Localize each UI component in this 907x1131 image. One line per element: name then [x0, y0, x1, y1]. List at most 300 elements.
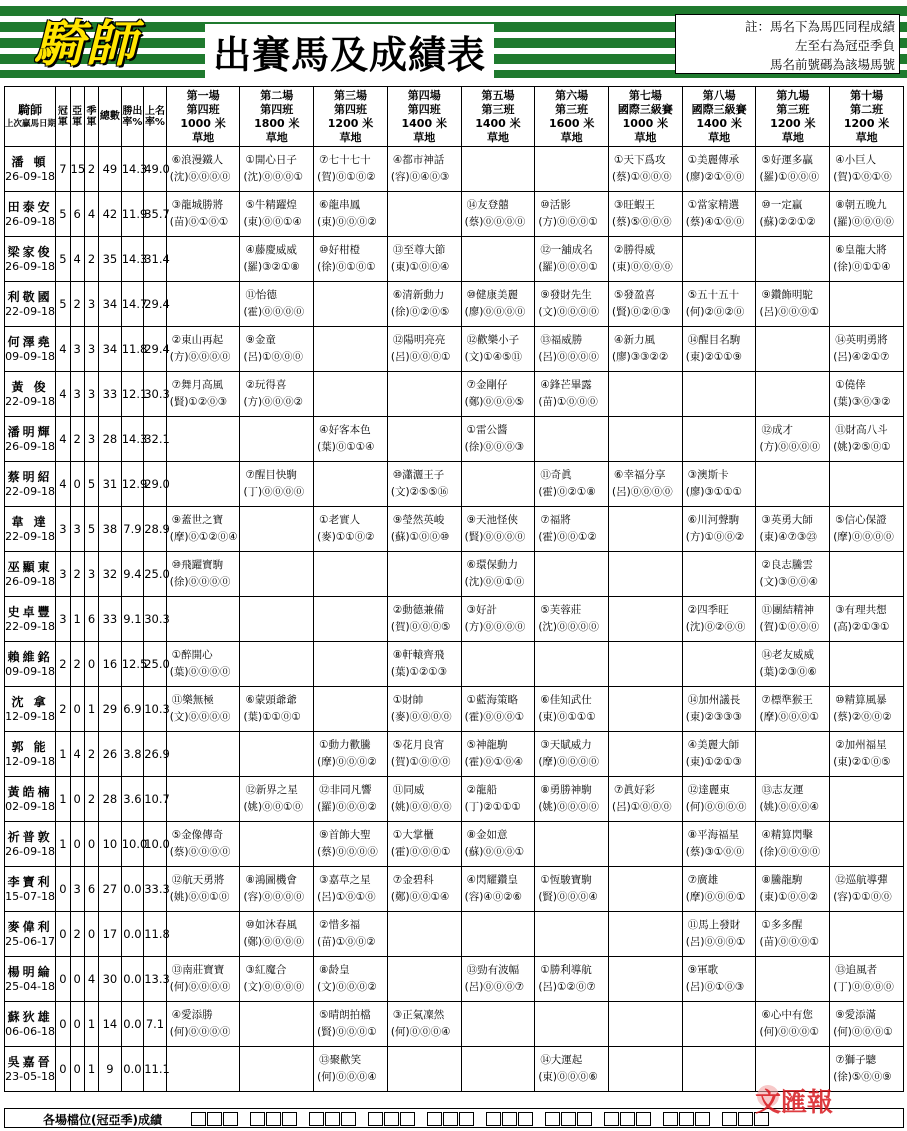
- horse-record: (文)⓪⓪⓪⓪: [169, 711, 231, 723]
- horse-record: (徐)⓪①①④: [833, 261, 891, 273]
- col-lastwin-label: 上次贏馬日期: [5, 118, 57, 129]
- horse-name: ⑨金童: [245, 334, 276, 346]
- horse-name: ⑫歡樂小子: [466, 334, 520, 346]
- horse-name: ⑬勁有波幅: [466, 964, 520, 976]
- ride-cell: [830, 777, 904, 822]
- jockey-cell: [5, 1002, 56, 1047]
- stat-wr: 14.7: [121, 282, 144, 327]
- stat-s: 2: [84, 237, 98, 282]
- jockey-cell: [5, 417, 56, 462]
- ride-cell: [756, 462, 830, 507]
- horse-name: ⑭英明勇將: [835, 334, 888, 346]
- ride-cell: [830, 282, 904, 327]
- horse-name: ⑩活影: [540, 199, 571, 211]
- horse-name: ②東山再起: [171, 334, 224, 346]
- horse-name: ⑤芙蓉莊: [540, 604, 582, 616]
- ride-cell: [609, 192, 683, 237]
- horse-name: ⑤五十五十: [687, 289, 740, 301]
- ride-cell: [166, 507, 240, 552]
- horse-record: (方)⓪⓪⓪⓪: [169, 351, 231, 363]
- race-track: 草地: [265, 130, 288, 144]
- ride-cell: [756, 642, 830, 687]
- ride-cell: [166, 642, 240, 687]
- note-line: 馬名前號碼為該場馬號: [769, 57, 895, 72]
- ride-cell: [461, 642, 535, 687]
- race-class: 國際三級賽: [691, 102, 747, 116]
- horse-record: (霍)⓪②①⑧: [538, 486, 596, 498]
- jockey-cell: [5, 462, 56, 507]
- stat-pr: 31.4: [144, 237, 167, 282]
- ride-cell: [609, 687, 683, 732]
- horse-name: ⑪奇眞: [540, 469, 572, 481]
- horse-record: (賀)①⓪①⓪: [833, 171, 892, 183]
- horse-name: ①勝利導航: [540, 964, 592, 976]
- ride-cell: [240, 597, 314, 642]
- ride-cell: [240, 867, 314, 912]
- ride-cell: [535, 642, 609, 687]
- horse-record: (徐)⓪⓪⓪③: [464, 441, 525, 453]
- race-header: [830, 87, 904, 147]
- stat-p: 0: [70, 687, 84, 732]
- ride-cell: [535, 327, 609, 372]
- horse-record: (東)②③③③: [685, 711, 743, 723]
- stat-s: 3: [84, 552, 98, 597]
- ride-cell: [240, 372, 314, 417]
- stat-total: 31: [99, 462, 122, 507]
- jockey-name: 潘 頓: [11, 155, 49, 169]
- stat-total: 29: [99, 687, 122, 732]
- race-header: [461, 87, 535, 147]
- ride-cell: [387, 327, 461, 372]
- horse-name: ⑧鴻圖機會: [245, 874, 297, 886]
- race-dist: 1400 米: [401, 116, 447, 130]
- race-header: [166, 87, 240, 147]
- horse-record: (蘇)②②①②: [759, 216, 816, 228]
- stat-wr: 7.9: [121, 507, 144, 552]
- horse-record: (姚)⓪⓪⓪④: [759, 801, 820, 813]
- horse-record: (徐)⓪⓪⓪⓪: [169, 576, 231, 588]
- stat-total: 34: [99, 282, 122, 327]
- ride-cell: [387, 777, 461, 822]
- last-win-date: 22-09-18: [5, 305, 56, 318]
- horse-record: (方)⓪⓪⓪②: [243, 396, 304, 408]
- horse-record: (羅)⓪⓪⓪②: [317, 801, 377, 813]
- stat-w: 3: [56, 597, 70, 642]
- horse-record: (何)⓪⓪⓪④: [390, 1026, 451, 1038]
- stat-wr: 3.8: [121, 732, 144, 777]
- horse-name: ③正氣凜然: [392, 1009, 445, 1021]
- stat-total: 42: [99, 192, 122, 237]
- race-class: 第四班: [186, 102, 220, 116]
- ride-cell: [682, 417, 756, 462]
- stat-p: 1: [70, 597, 84, 642]
- ride-cell: [387, 282, 461, 327]
- jockey-name: 麥偉利: [7, 920, 53, 934]
- ride-cell: [166, 327, 240, 372]
- ride-cell: [609, 957, 683, 1002]
- table-row: [5, 687, 904, 732]
- horse-record: (苗)⓪①⓪①: [169, 216, 229, 228]
- stat-wr: 12.1: [121, 372, 144, 417]
- horse-record: (東)⓪⓪⓪②: [317, 216, 377, 228]
- draw-box: [738, 1112, 753, 1126]
- stat-total: 26: [99, 732, 122, 777]
- horse-record: (苗)①⓪⓪⓪: [538, 396, 598, 408]
- horse-record: (賀)①⓪⓪⓪: [759, 621, 820, 633]
- ride-cell: [756, 552, 830, 597]
- race-class: 第三班: [776, 102, 810, 116]
- stat-w: 7: [56, 147, 70, 192]
- horse-name: ⑭老友威威: [761, 649, 814, 661]
- stat-s: 0: [84, 822, 98, 867]
- ride-cell: [682, 912, 756, 957]
- jockey-name: 史卓豐: [7, 605, 53, 619]
- ride-cell: [461, 912, 535, 957]
- horse-record: (廖)③①①①: [685, 486, 743, 498]
- horse-record: (文)⓪⓪⓪⓪: [538, 306, 600, 318]
- jockey-name: 潘明輝: [7, 425, 53, 439]
- stat-p: 0: [70, 1002, 84, 1047]
- ride-cell: [314, 597, 388, 642]
- draw-box: [679, 1112, 694, 1126]
- stat-pr: 28.9: [144, 507, 167, 552]
- horse-record: (姚)⓪⓪①⓪: [169, 891, 230, 903]
- ride-cell: [240, 912, 314, 957]
- ride-cell: [535, 1002, 609, 1047]
- ride-cell: [387, 372, 461, 417]
- jockey-name: 巫顯東: [7, 560, 53, 574]
- ride-cell: [166, 372, 240, 417]
- horse-record: (葉)③⓪③②: [833, 396, 891, 408]
- jockey-cell: [5, 777, 56, 822]
- ride-cell: [535, 417, 609, 462]
- table-row: [5, 552, 904, 597]
- page-title: 出賽馬及成績表: [205, 24, 494, 79]
- jockey-name: 楊明綸: [7, 965, 53, 979]
- ride-cell: [682, 822, 756, 867]
- race-class: 第四班: [334, 102, 368, 116]
- horse-name: ④精算閃擊: [761, 829, 813, 841]
- stat-s: 1: [84, 687, 98, 732]
- horse-record: (羅)⓪⓪⓪①: [538, 261, 598, 273]
- horse-record: (方)①⓪⓪②: [685, 531, 745, 543]
- horse-name: ⑫一舖成名: [540, 244, 593, 256]
- horse-name: ②勝得威: [614, 244, 655, 256]
- stat-p: 3: [70, 867, 84, 912]
- horse-record: (蔡)⓪⓪⓪⓪: [317, 846, 378, 858]
- horse-name: ①開心日子: [245, 154, 297, 166]
- stat-p: 15: [70, 147, 84, 192]
- ride-cell: [609, 282, 683, 327]
- ride-cell: [756, 777, 830, 822]
- race-track: 草地: [634, 130, 657, 144]
- horse-record: (文)②⑤⑤⑯: [390, 486, 449, 498]
- race-class: 第四班: [260, 102, 294, 116]
- ride-cell: [387, 462, 461, 507]
- race-track: 草地: [486, 130, 509, 144]
- ride-cell: [609, 147, 683, 192]
- ride-cell: [830, 1002, 904, 1047]
- ride-cell: [240, 687, 314, 732]
- race-class: 第二班: [850, 102, 884, 116]
- note-line: 註：馬名下為馬匹同程成績: [744, 19, 895, 34]
- horse-record: (麥)⓪⓪⓪⓪: [390, 711, 452, 723]
- footer-label: 各場檔位(冠亞季)成績: [43, 1113, 162, 1127]
- stat-s: 6: [84, 867, 98, 912]
- horse-name: ⑤花月良宵: [392, 739, 445, 751]
- horse-record: (賢)①②⓪③: [169, 396, 228, 408]
- ride-cell: [830, 507, 904, 552]
- ride-cell: [461, 237, 535, 282]
- table-row: [5, 282, 904, 327]
- ride-cell: [535, 552, 609, 597]
- table-row: [5, 507, 904, 552]
- ride-cell: [240, 282, 314, 327]
- stat-s: 3: [84, 417, 98, 462]
- ride-cell: [314, 642, 388, 687]
- stat-total: 17: [99, 912, 122, 957]
- horse-name: ⑦獅子驄: [835, 1054, 877, 1066]
- ride-cell: [682, 1002, 756, 1047]
- ride-cell: [387, 822, 461, 867]
- ride-cell: [535, 867, 609, 912]
- ride-cell: [682, 1047, 756, 1092]
- ride-cell: [240, 552, 314, 597]
- horse-name: ⑪財高八斗: [835, 424, 888, 436]
- table-row: [5, 327, 904, 372]
- stat-pr: 32.1: [144, 417, 167, 462]
- horse-name: ④小巨人: [835, 154, 877, 166]
- ride-cell: [609, 1002, 683, 1047]
- race-name: 第九場: [776, 88, 810, 102]
- horse-name: ⑧騰龍駒: [761, 874, 803, 886]
- horse-record: (東)⓪⓪①④: [243, 216, 302, 228]
- last-win-date: 22-09-18: [5, 530, 56, 543]
- ride-cell: [609, 867, 683, 912]
- horse-record: (葉)②③⓪⑥: [759, 666, 817, 678]
- ride-cell: [461, 417, 535, 462]
- stat-s: 4: [84, 192, 98, 237]
- last-win-date: 22-09-18: [5, 485, 56, 498]
- ride-cell: [535, 282, 609, 327]
- stat-p: 0: [70, 777, 84, 822]
- race-dist: 1400 米: [696, 116, 742, 130]
- horse-record: (姚)②⑤⓪①: [833, 441, 891, 453]
- watermark: 文匯報: [755, 1088, 834, 1118]
- draw-box-group: [368, 1112, 416, 1126]
- stat-s: 6: [84, 597, 98, 642]
- ride-cell: [830, 372, 904, 417]
- ride-cell: [314, 822, 388, 867]
- table-row: [5, 867, 904, 912]
- ride-cell: [387, 732, 461, 777]
- horse-record: (東)⓪⓪⓪⑥: [538, 1071, 598, 1083]
- ride-cell: [682, 642, 756, 687]
- race-header: [314, 87, 388, 147]
- ride-cell: [535, 147, 609, 192]
- ride-cell: [166, 417, 240, 462]
- horse-name: ⑬至尊大節: [392, 244, 446, 256]
- horse-record: (葉)⓪⓪⓪⓪: [169, 666, 231, 678]
- draw-box: [250, 1112, 265, 1126]
- ride-cell: [461, 327, 535, 372]
- ride-cell: [609, 597, 683, 642]
- stat-total: 30: [99, 957, 122, 1002]
- horse-record: (鄭)⓪⓪⓪⓪: [243, 936, 305, 948]
- ride-cell: [756, 507, 830, 552]
- horse-name: ⑤好運多贏: [761, 154, 813, 166]
- horse-record: (東)①⓪⓪④: [390, 261, 450, 273]
- table-row: [5, 597, 904, 642]
- horse-name: ⑧金如意: [466, 829, 508, 841]
- horse-name: ②龍船: [466, 784, 498, 796]
- horse-record: (鄭)⓪⓪⓪⑤: [464, 396, 525, 408]
- ride-cell: [682, 147, 756, 192]
- horse-name: ⑥環保動力: [466, 559, 519, 571]
- race-track: 草地: [708, 130, 731, 144]
- table-row: [5, 912, 904, 957]
- ride-cell: [756, 147, 830, 192]
- ride-cell: [461, 867, 535, 912]
- jockey-name: 梁家俊: [7, 245, 53, 259]
- ride-cell: [756, 732, 830, 777]
- race-header: [535, 87, 609, 147]
- ride-cell: [166, 822, 240, 867]
- stat-w: 0: [56, 1047, 70, 1092]
- jockey-results-table: [4, 86, 904, 1092]
- horse-name: ⑩飛躍寶駒: [171, 559, 224, 571]
- draw-box: [722, 1112, 737, 1126]
- horse-record: (廖)③③②②: [612, 351, 669, 363]
- stat-w: 5: [56, 192, 70, 237]
- ride-cell: [240, 777, 314, 822]
- race-name: 第七場: [628, 88, 662, 102]
- horse-name: ②動德兼備: [392, 604, 445, 616]
- last-win-date: 15-07-18: [5, 890, 56, 903]
- ride-cell: [609, 552, 683, 597]
- jockey-cell: [5, 282, 56, 327]
- ride-cell: [609, 462, 683, 507]
- horse-name: ⑦金碧科: [392, 874, 434, 886]
- draw-box: [545, 1112, 560, 1126]
- ride-cell: [535, 462, 609, 507]
- race-dist: 1000 米: [622, 116, 669, 130]
- stat-pr: 25.0: [144, 552, 167, 597]
- horse-name: ⑩一定贏: [761, 199, 803, 211]
- horse-record: (葉)⓪①①④: [317, 441, 375, 453]
- horse-name: ⑪馬上發財: [687, 919, 741, 931]
- ride-cell: [535, 192, 609, 237]
- horse-record: (呂)⓪⓪⓪⓪: [612, 486, 673, 498]
- ride-cell: [166, 912, 240, 957]
- horse-record: (蔡)②⓪⓪②: [833, 711, 892, 723]
- horse-record: (容)④⓪②⑥: [464, 891, 523, 903]
- horse-record: (羅)③②①⑧: [243, 261, 300, 273]
- stat-wr: 9.1: [121, 597, 144, 642]
- stat-pr: 25.0: [144, 642, 167, 687]
- stat-total: 33: [99, 372, 122, 417]
- horse-name: ⑧勇勝神駒: [540, 784, 592, 796]
- draw-box: [400, 1112, 415, 1126]
- horse-record: (方)⓪⓪⓪⓪: [464, 621, 526, 633]
- race-header: [387, 87, 461, 147]
- jockey-name: 李寶利: [7, 875, 53, 889]
- race-dist: 1600 米: [548, 116, 595, 130]
- horse-record: (賀)⓪⓪⓪⑤: [390, 621, 451, 633]
- last-win-date: 06-06-18: [5, 1025, 56, 1038]
- ride-cell: [535, 507, 609, 552]
- stat-total: 35: [99, 237, 122, 282]
- horse-name: ⑫非同凡響: [319, 784, 372, 796]
- horse-record: (姚)⓪⓪⓪⓪: [390, 801, 452, 813]
- stat-total: 32: [99, 552, 122, 597]
- stat-p: 2: [70, 912, 84, 957]
- horse-name: ⑬追風者: [835, 964, 878, 976]
- jockey-name: 利敬國: [7, 290, 53, 304]
- stat-w: 4: [56, 327, 70, 372]
- ride-cell: [682, 732, 756, 777]
- ride-cell: [682, 192, 756, 237]
- col-place-pct: 上名率%: [144, 87, 167, 147]
- ride-cell: [314, 867, 388, 912]
- ride-cell: [387, 417, 461, 462]
- ride-cell: [166, 1002, 240, 1047]
- race-name: 第十場: [850, 88, 884, 102]
- horse-record: (何)⓪⓪⓪①: [759, 1026, 820, 1038]
- jockey-name: 田泰安: [7, 200, 53, 214]
- draw-box-group: [663, 1112, 711, 1126]
- ride-cell: [314, 732, 388, 777]
- note-line: 左至右為冠亞季負: [794, 38, 895, 53]
- jockey-cell: [5, 1047, 56, 1092]
- jockey-name: 韋 達: [11, 515, 49, 529]
- horse-record: (霍)⓪⓪①②: [538, 531, 597, 543]
- ride-cell: [166, 552, 240, 597]
- horse-record: (容)①①⓪⓪: [833, 891, 892, 903]
- ride-cell: [387, 597, 461, 642]
- draw-box: [427, 1112, 442, 1126]
- horse-record: (呂)⓪⓪⓪①: [390, 351, 451, 363]
- horse-name: ⑤牛精躍煌: [245, 199, 297, 211]
- jockey-cell: [5, 912, 56, 957]
- horse-record: (苗)①⓪⓪②: [317, 936, 376, 948]
- race-name: 第二場: [260, 88, 294, 102]
- horse-name: ⑨發財先生: [540, 289, 592, 301]
- horse-record: (丁)⓪⓪⓪⓪: [243, 486, 305, 498]
- race-track: 草地: [339, 130, 362, 144]
- draw-box: [604, 1112, 619, 1126]
- stat-s: 4: [84, 957, 98, 1002]
- ride-cell: [387, 147, 461, 192]
- ride-cell: [682, 507, 756, 552]
- ride-cell: [830, 597, 904, 642]
- jockey-cell: [5, 327, 56, 372]
- stat-p: 0: [70, 462, 84, 507]
- horse-record: (賀)⓪①⓪②: [317, 171, 376, 183]
- horse-name: ②四季旺: [687, 604, 729, 616]
- ride-cell: [756, 1002, 830, 1047]
- ride-cell: [535, 732, 609, 777]
- horse-record: (蔡)③①⓪⓪: [685, 846, 745, 858]
- horse-name: ⑫巡航導彈: [835, 874, 888, 886]
- horse-name: ⑥浪漫鐵人: [171, 154, 224, 166]
- ride-cell: [461, 822, 535, 867]
- race-name: 第三場: [334, 88, 368, 102]
- jockey-cell: [5, 687, 56, 732]
- ride-cell: [682, 957, 756, 1002]
- draw-box: [368, 1112, 383, 1126]
- stat-w: 5: [56, 282, 70, 327]
